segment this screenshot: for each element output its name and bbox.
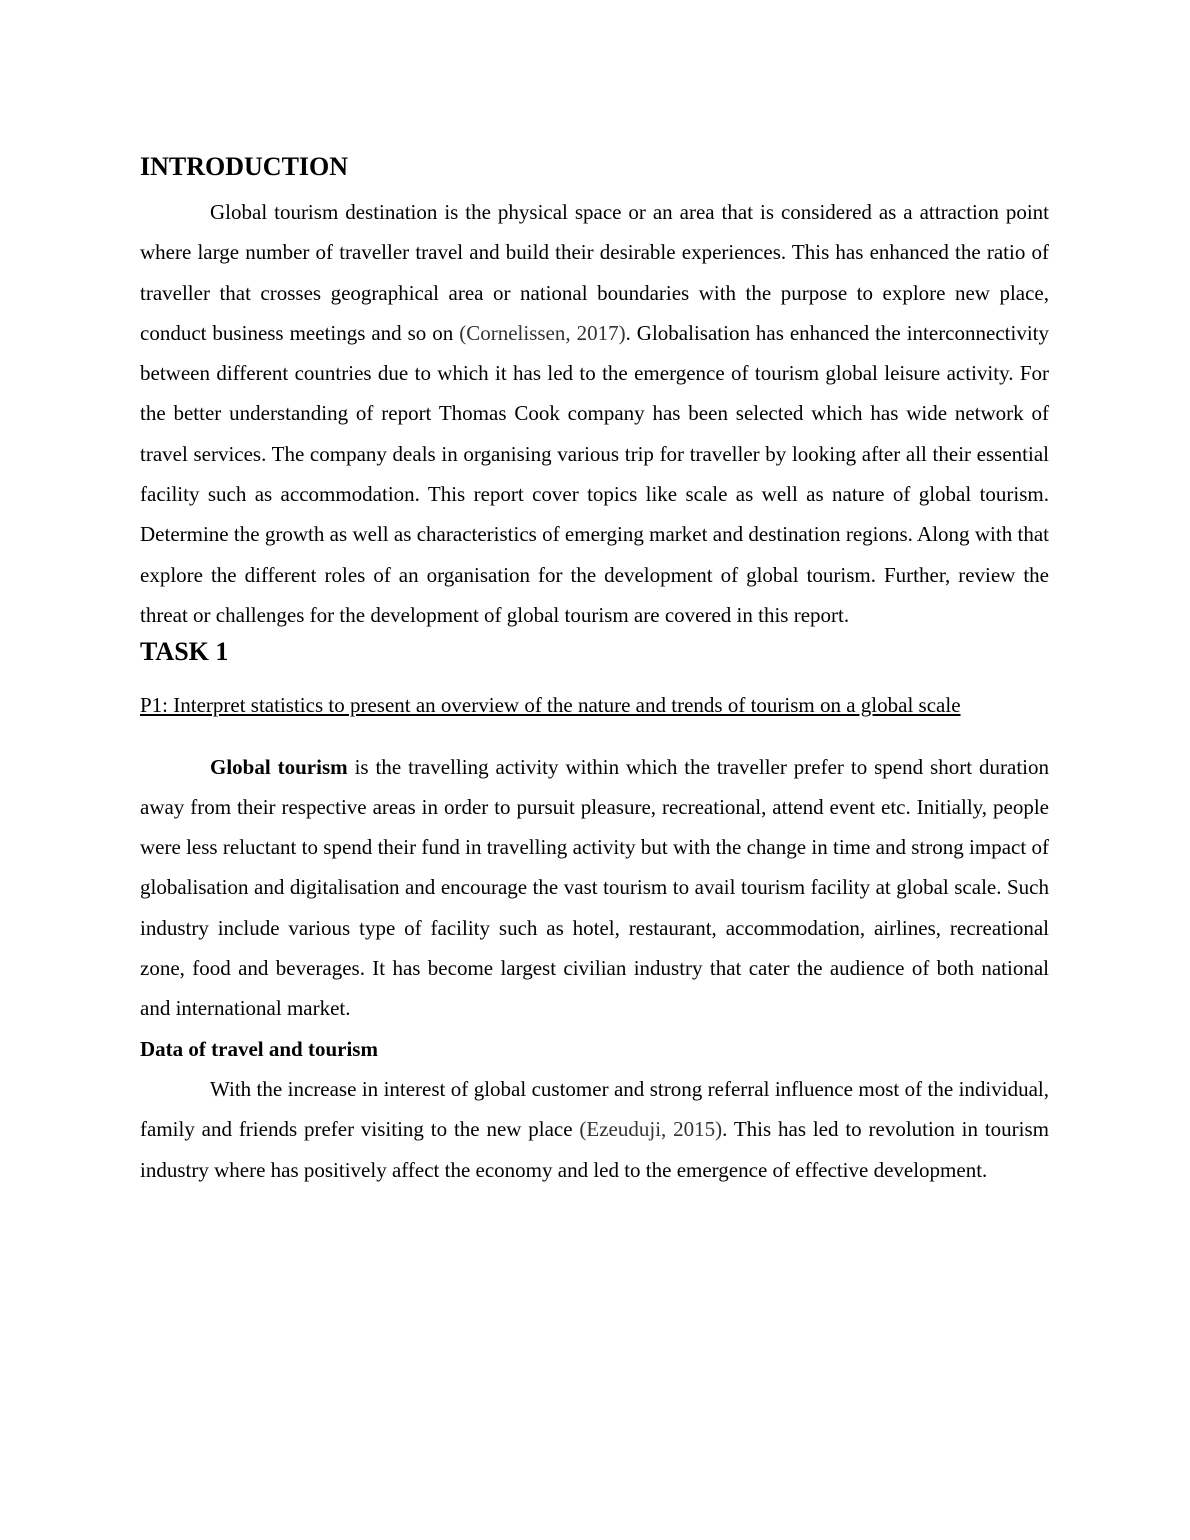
global-tourism-paragraph	[140, 747, 1049, 1029]
citation-ezeuduji: (Ezeuduji, 2015)	[579, 1117, 723, 1142]
intro-text-part-2: . Globalisation has enhanced the interconnectivity between different countries due to which it has led to the emergence of tourism global leisure activity. For the better understanding of report Thomas Cook company has been selected which has wide network of travel services. The company deals in organising various trip for traveller by looking after all their essential facility such as accommodation. This report cover topics like scale as well as nature of global tourism. Determine the growth as well as characteristics of emerging market and destination regions. Along with that explore the different roles of an organisation for the development of global tourism. Further, review the threat or challenges for the development of global tourism are covered in this report.	[140, 320, 1049, 627]
introduction-paragraph	[140, 192, 1049, 635]
intro-text-part-1: Global tourism destination is the physical space or an area that is considered as a attraction point where large number of traveller travel and build their desirable experiences. This has enhanced the ratio of traveller that crosses geographical area or national boundaries with the purpose to explore new place, conduct business meetings and so on	[140, 200, 1049, 345]
introduction-heading: INTRODUCTION	[140, 152, 349, 181]
data-travel-tourism-paragraph	[140, 1069, 1049, 1190]
data-text-part-1: With the increase in interest of global customer and strong referral influence most of the individual, family and friends prefer visiting to the new place	[140, 1076, 1049, 1142]
global-tourism-term: Global tourism	[210, 754, 348, 779]
document-page	[140, 150, 1049, 1190]
p1-heading: P1: Interpret statistics to present an overview of the nature and trends of tourism on a global scale	[140, 693, 961, 718]
data-text-part-2: . This has led to revolution in tourism industry where has positively affect the economy and led to the emergence of effective development.	[140, 1117, 1050, 1182]
data-travel-tourism-heading: Data of travel and tourism	[140, 1036, 378, 1061]
global-tourism-text: is the travelling activity within which the traveller prefer to spend short duration away from their respective areas in order to pursuit pleasure, recreational, attend event etc. Initially, people were less reluctant to spend their fund in travelling activity but with the change in time and strong impact of globalisation and digitalisation and encourage the vast tourism to avail tourism facility at global scale. Such industry include various type of facility such as hotel, restaurant, accommodation, airlines, recreational zone, food and beverages. It has become largest civilian industry that cater the audience of both national and international market.	[140, 754, 1049, 1021]
citation-cornelissen: (Cornelissen, 2017)	[459, 320, 626, 345]
task-1-heading: TASK 1	[140, 637, 229, 667]
